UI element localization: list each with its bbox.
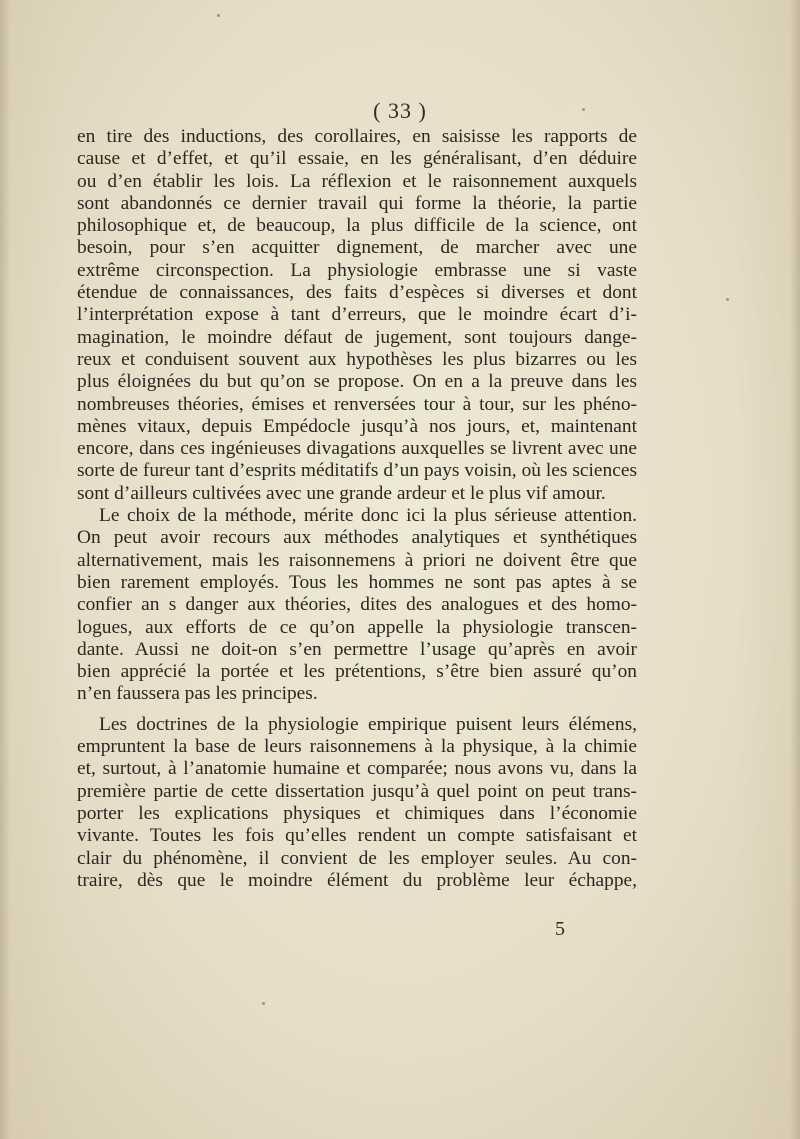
paper-speck bbox=[726, 298, 729, 301]
page-number: ( 33 ) bbox=[373, 98, 427, 123]
text-line: confier an s danger aux théories, dites des analogues et des homo- bbox=[77, 594, 637, 616]
text-line: encore, dans ces ingénieuses divagations auxquelles se livrent avec une bbox=[77, 438, 637, 460]
text-line: en tire des inductions, des corollaires, en saisisse les rapports de bbox=[77, 126, 637, 147]
text-line: ou d’en établir les lois. La réflexion et le raisonnement auxquels bbox=[77, 170, 637, 192]
paper-speck bbox=[217, 14, 220, 17]
text-line: n’en faussera pas les principes. bbox=[77, 683, 318, 705]
text-line: philosophique et, de beaucoup, la plus difficile de la science, ont bbox=[77, 215, 637, 237]
text-line: mènes vitaux, depuis Empédocle jusqu’à nos jours, et, maintenant bbox=[77, 415, 637, 437]
text-line: sont d’ailleurs cultivées avec une grande ardeur et le plus vif amour. bbox=[77, 482, 606, 504]
paper-speck bbox=[262, 1002, 265, 1005]
text-line: dante. Aussi ne doit-on s’en permettre l’usage qu’après en avoir bbox=[77, 638, 637, 660]
page-edge-shadow-left bbox=[0, 0, 10, 1139]
text-line: plus éloignées du but qu’on se propose. On en a la preuve dans les bbox=[77, 371, 637, 393]
text-line: alternativement, mais les raisonnemens à priori ne doivent être que bbox=[77, 549, 637, 571]
text-line: cause et d’effet, et qu’il essaie, en les généralisant, d’en déduire bbox=[77, 148, 637, 170]
text-line: logues, aux efforts de ce qu’on appelle la physiologie transcen- bbox=[77, 616, 637, 638]
paragraph-gap bbox=[77, 706, 637, 714]
text-line: nombreuses théories, émises et renversées tour à tour, sur les phéno- bbox=[77, 393, 637, 415]
text-line: magination, le moindre défaut de jugement, sont toujours dange- bbox=[77, 326, 637, 348]
text-line: empruntent la base de leurs raisonnemens à la physique, à la chimie bbox=[77, 736, 637, 758]
text-line: bien rarement employés. Tous les hommes ne sont pas aptes à se bbox=[77, 571, 637, 593]
text-line: l’interprétation expose à tant d’erreurs, que le moindre écart d’i- bbox=[77, 304, 637, 326]
text-line: Le choix de la méthode, mérite donc ici la plus sérieuse attention. bbox=[99, 505, 637, 527]
text-line: extrême circonspection. La physiologie embrasse une si vaste bbox=[77, 259, 637, 281]
signature-mark: 5 bbox=[555, 918, 565, 940]
paragraph-3 bbox=[77, 714, 637, 892]
paragraph-1 bbox=[77, 126, 637, 505]
text-line: bien apprécié la portée et les prétentions, s’être bien assuré qu’on bbox=[77, 661, 637, 683]
text-line: On peut avoir recours aux méthodes analytiques et synthétiques bbox=[77, 527, 637, 549]
body-text bbox=[77, 126, 637, 892]
paragraph-2 bbox=[77, 505, 637, 706]
text-line: besoin, pour s’en acquitter dignement, de marcher avec une bbox=[77, 237, 637, 259]
text-line: porter les explications physiques et chimiques dans l’économie bbox=[77, 802, 637, 824]
paper-speck bbox=[582, 108, 585, 111]
text-line: clair du phénomène, il convient de les employer seules. Au con- bbox=[77, 847, 637, 869]
text-line: Les doctrines de la physiologie empirique puisent leurs élémens, bbox=[99, 713, 637, 735]
text-line: vivante. Toutes les fois qu’elles rendent un compte satisfaisant et bbox=[77, 825, 637, 847]
text-line: traire, dès que le moindre élément du problème leur échappe, bbox=[77, 869, 637, 891]
text-line: et, surtout, à l’anatomie humaine et comparée; nous avons vu, dans la bbox=[77, 758, 637, 780]
page-edge-shadow-right bbox=[790, 0, 800, 1139]
text-line: première partie de cette dissertation jusqu’à quel point on peut trans- bbox=[77, 780, 637, 802]
text-line: étendue de connaissances, des faits d’espèces si diverses et dont bbox=[77, 282, 637, 304]
text-line: reux et conduisent souvent aux hypothèses les plus bizarres ou les bbox=[77, 348, 637, 370]
text-line: sont abandonnés ce dernier travail qui forme la théorie, la partie bbox=[77, 192, 637, 214]
text-line: sorte de fureur tant d’esprits méditatifs d’un pays voisin, où les sciences bbox=[77, 460, 637, 482]
